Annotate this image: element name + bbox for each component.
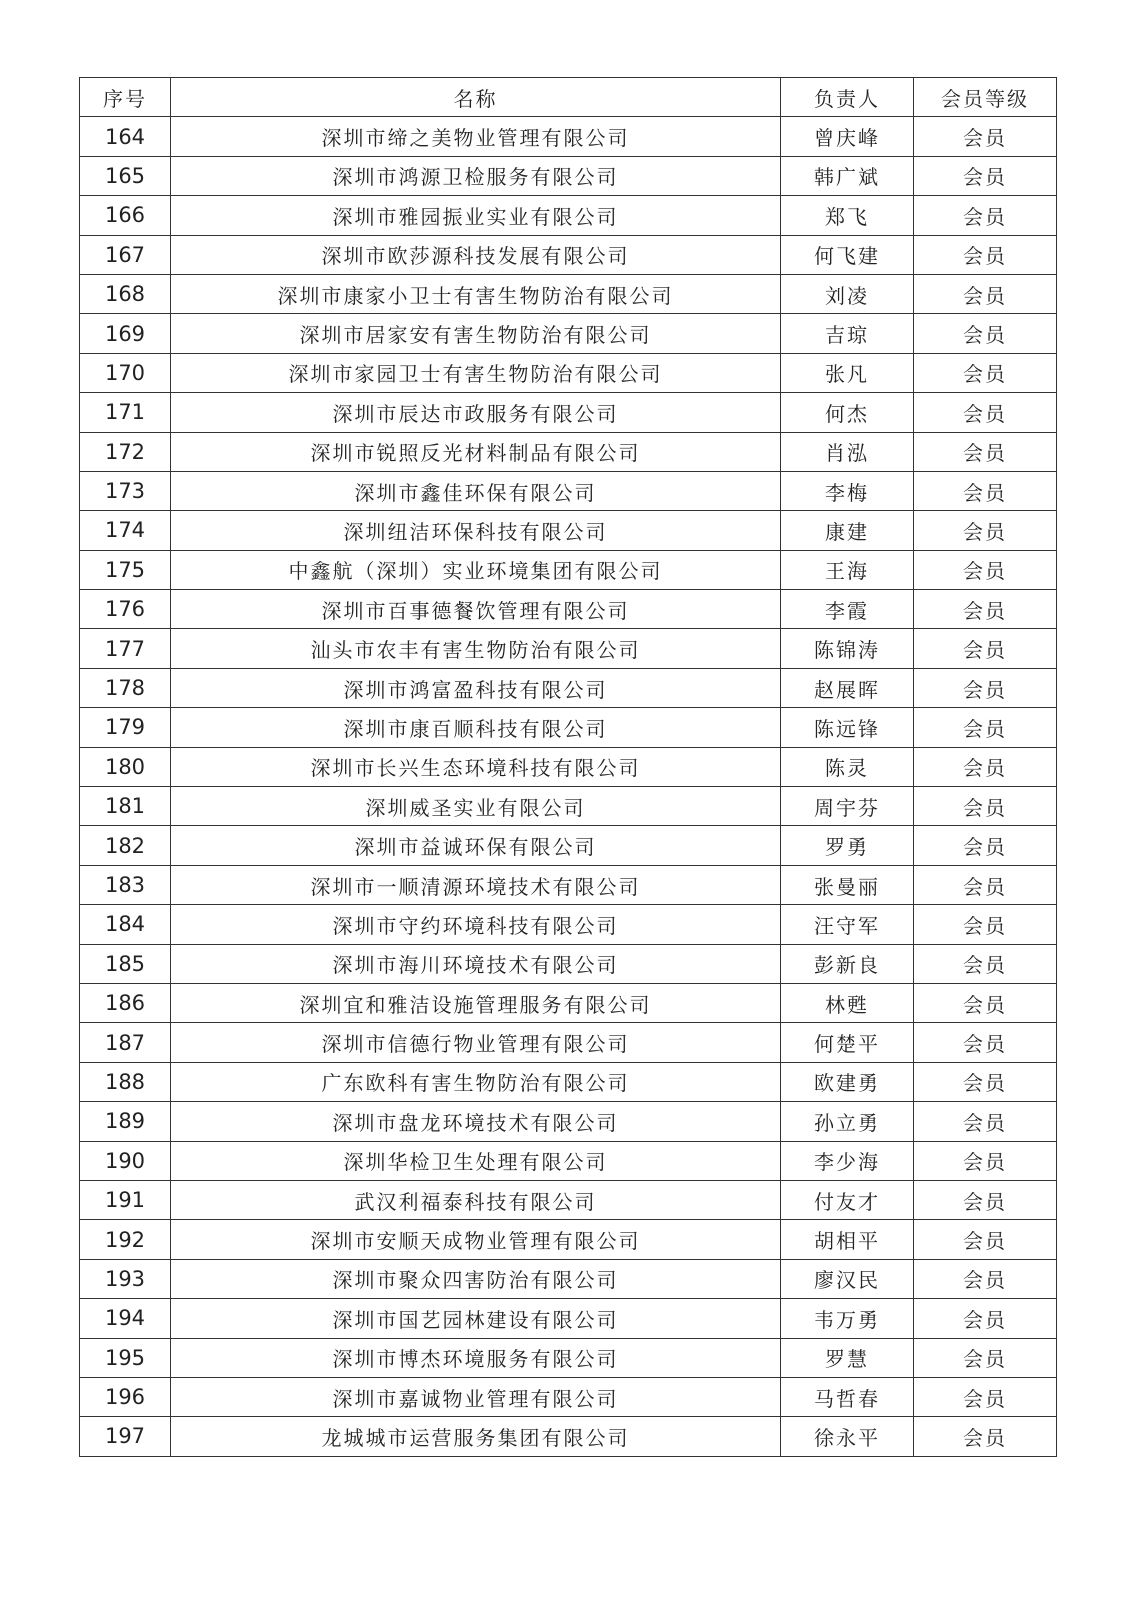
table-row xyxy=(80,668,1057,707)
cell-name: 深圳宜和雅洁设施管理服务有限公司 xyxy=(171,983,781,1022)
cell-no: 173 xyxy=(80,471,171,510)
table-row xyxy=(80,787,1057,826)
table-row xyxy=(80,353,1057,392)
cell-person: 林甦 xyxy=(781,983,914,1022)
cell-name: 深圳市欧莎源科技发展有限公司 xyxy=(171,235,781,274)
cell-no: 185 xyxy=(80,944,171,983)
cell-no: 189 xyxy=(80,1102,171,1141)
cell-person: 徐永平 xyxy=(781,1417,914,1456)
cell-no: 193 xyxy=(80,1259,171,1298)
cell-no: 190 xyxy=(80,1141,171,1180)
cell-no: 194 xyxy=(80,1299,171,1338)
cell-name: 深圳市海川环境技术有限公司 xyxy=(171,944,781,983)
cell-level: 会员 xyxy=(914,944,1057,983)
cell-level: 会员 xyxy=(914,1220,1057,1259)
cell-no: 186 xyxy=(80,983,171,1022)
cell-no: 195 xyxy=(80,1338,171,1377)
table-row xyxy=(80,629,1057,668)
cell-no: 178 xyxy=(80,668,171,707)
cell-no: 191 xyxy=(80,1180,171,1219)
cell-level: 会员 xyxy=(914,1417,1057,1456)
header-level: 会员等级 xyxy=(914,78,1057,117)
cell-person: 汪守军 xyxy=(781,905,914,944)
cell-person: 曾庆峰 xyxy=(781,117,914,156)
cell-person: 罗慧 xyxy=(781,1338,914,1377)
cell-person: 罗勇 xyxy=(781,826,914,865)
cell-level: 会员 xyxy=(914,708,1057,747)
cell-person: 陈锦涛 xyxy=(781,629,914,668)
cell-level: 会员 xyxy=(914,1180,1057,1219)
cell-person: 韦万勇 xyxy=(781,1299,914,1338)
cell-no: 170 xyxy=(80,353,171,392)
cell-person: 付友才 xyxy=(781,1180,914,1219)
cell-person: 李梅 xyxy=(781,471,914,510)
table-body xyxy=(80,117,1057,1456)
cell-level: 会员 xyxy=(914,235,1057,274)
table-row xyxy=(80,1062,1057,1101)
cell-person: 廖汉民 xyxy=(781,1259,914,1298)
table-row xyxy=(80,944,1057,983)
cell-no: 176 xyxy=(80,590,171,629)
table-row xyxy=(80,393,1057,432)
cell-person: 康建 xyxy=(781,511,914,550)
cell-no: 164 xyxy=(80,117,171,156)
table-row xyxy=(80,314,1057,353)
cell-person: 肖泓 xyxy=(781,432,914,471)
cell-name: 深圳市家园卫士有害生物防治有限公司 xyxy=(171,353,781,392)
cell-level: 会员 xyxy=(914,196,1057,235)
cell-name: 深圳市居家安有害生物防治有限公司 xyxy=(171,314,781,353)
cell-level: 会员 xyxy=(914,274,1057,313)
cell-level: 会员 xyxy=(914,353,1057,392)
cell-person: 郑飞 xyxy=(781,196,914,235)
table-header-row xyxy=(80,78,1057,117)
cell-no: 171 xyxy=(80,393,171,432)
cell-name: 深圳市守约环境科技有限公司 xyxy=(171,905,781,944)
cell-no: 175 xyxy=(80,550,171,589)
cell-name: 中鑫航（深圳）实业环境集团有限公司 xyxy=(171,550,781,589)
cell-no: 166 xyxy=(80,196,171,235)
cell-person: 吉琼 xyxy=(781,314,914,353)
cell-level: 会员 xyxy=(914,432,1057,471)
table-row xyxy=(80,274,1057,313)
cell-level: 会员 xyxy=(914,1023,1057,1062)
cell-name: 深圳市盘龙环境技术有限公司 xyxy=(171,1102,781,1141)
cell-name: 深圳纽洁环保科技有限公司 xyxy=(171,511,781,550)
cell-person: 赵展晖 xyxy=(781,668,914,707)
cell-no: 184 xyxy=(80,905,171,944)
cell-level: 会员 xyxy=(914,629,1057,668)
member-table xyxy=(79,77,1057,1457)
cell-no: 165 xyxy=(80,156,171,195)
cell-person: 陈远锋 xyxy=(781,708,914,747)
cell-person: 李少海 xyxy=(781,1141,914,1180)
cell-name: 深圳市辰达市政服务有限公司 xyxy=(171,393,781,432)
cell-no: 182 xyxy=(80,826,171,865)
cell-name: 深圳市信德行物业管理有限公司 xyxy=(171,1023,781,1062)
cell-level: 会员 xyxy=(914,511,1057,550)
cell-level: 会员 xyxy=(914,1377,1057,1416)
cell-name: 深圳市百事德餐饮管理有限公司 xyxy=(171,590,781,629)
cell-level: 会员 xyxy=(914,905,1057,944)
cell-name: 深圳市安顺天成物业管理有限公司 xyxy=(171,1220,781,1259)
cell-person: 韩广斌 xyxy=(781,156,914,195)
cell-level: 会员 xyxy=(914,1299,1057,1338)
cell-name: 深圳市锐照反光材料制品有限公司 xyxy=(171,432,781,471)
table-row xyxy=(80,156,1057,195)
table-row xyxy=(80,471,1057,510)
cell-name: 深圳市雅园振业实业有限公司 xyxy=(171,196,781,235)
cell-person: 胡相平 xyxy=(781,1220,914,1259)
cell-no: 174 xyxy=(80,511,171,550)
cell-name: 深圳市一顺清源环境技术有限公司 xyxy=(171,865,781,904)
cell-person: 陈灵 xyxy=(781,747,914,786)
cell-no: 169 xyxy=(80,314,171,353)
table-row xyxy=(80,1102,1057,1141)
cell-level: 会员 xyxy=(914,865,1057,904)
table-row xyxy=(80,708,1057,747)
cell-person: 彭新良 xyxy=(781,944,914,983)
table-row xyxy=(80,511,1057,550)
cell-name: 深圳威圣实业有限公司 xyxy=(171,787,781,826)
table-row xyxy=(80,550,1057,589)
cell-name: 广东欧科有害生物防治有限公司 xyxy=(171,1062,781,1101)
cell-level: 会员 xyxy=(914,314,1057,353)
cell-no: 172 xyxy=(80,432,171,471)
table-row xyxy=(80,1417,1057,1456)
cell-person: 刘凌 xyxy=(781,274,914,313)
table-row xyxy=(80,1299,1057,1338)
cell-name: 深圳市益诚环保有限公司 xyxy=(171,826,781,865)
table-row xyxy=(80,432,1057,471)
cell-name: 深圳市长兴生态环境科技有限公司 xyxy=(171,747,781,786)
cell-no: 177 xyxy=(80,629,171,668)
cell-no: 192 xyxy=(80,1220,171,1259)
cell-no: 179 xyxy=(80,708,171,747)
cell-name: 深圳市康百顺科技有限公司 xyxy=(171,708,781,747)
cell-no: 197 xyxy=(80,1417,171,1456)
table-row xyxy=(80,1377,1057,1416)
cell-no: 188 xyxy=(80,1062,171,1101)
cell-name: 深圳市鑫佳环保有限公司 xyxy=(171,471,781,510)
cell-level: 会员 xyxy=(914,550,1057,589)
cell-person: 王海 xyxy=(781,550,914,589)
header-no: 序号 xyxy=(80,78,171,117)
cell-name: 深圳市国艺园林建设有限公司 xyxy=(171,1299,781,1338)
cell-level: 会员 xyxy=(914,1141,1057,1180)
cell-level: 会员 xyxy=(914,1102,1057,1141)
cell-name: 深圳华检卫生处理有限公司 xyxy=(171,1141,781,1180)
table-row xyxy=(80,1338,1057,1377)
table-row xyxy=(80,826,1057,865)
cell-level: 会员 xyxy=(914,983,1057,1022)
cell-name: 汕头市农丰有害生物防治有限公司 xyxy=(171,629,781,668)
cell-person: 孙立勇 xyxy=(781,1102,914,1141)
table-row xyxy=(80,865,1057,904)
cell-name: 武汉利福泰科技有限公司 xyxy=(171,1180,781,1219)
cell-level: 会员 xyxy=(914,117,1057,156)
table-row xyxy=(80,117,1057,156)
cell-level: 会员 xyxy=(914,1259,1057,1298)
cell-person: 何杰 xyxy=(781,393,914,432)
cell-no: 167 xyxy=(80,235,171,274)
cell-person: 何楚平 xyxy=(781,1023,914,1062)
table-row xyxy=(80,1180,1057,1219)
cell-person: 张曼丽 xyxy=(781,865,914,904)
cell-person: 周宇芬 xyxy=(781,787,914,826)
cell-name: 深圳市鸿源卫检服务有限公司 xyxy=(171,156,781,195)
cell-level: 会员 xyxy=(914,1338,1057,1377)
table-row xyxy=(80,196,1057,235)
table-row xyxy=(80,590,1057,629)
cell-person: 何飞建 xyxy=(781,235,914,274)
table-row xyxy=(80,905,1057,944)
cell-level: 会员 xyxy=(914,156,1057,195)
header-name: 名称 xyxy=(171,78,781,117)
cell-level: 会员 xyxy=(914,471,1057,510)
cell-level: 会员 xyxy=(914,747,1057,786)
table-row xyxy=(80,983,1057,1022)
cell-name: 深圳市缔之美物业管理有限公司 xyxy=(171,117,781,156)
table-row xyxy=(80,235,1057,274)
table-row xyxy=(80,1141,1057,1180)
table-row xyxy=(80,1259,1057,1298)
cell-no: 183 xyxy=(80,865,171,904)
cell-name: 深圳市康家小卫士有害生物防治有限公司 xyxy=(171,274,781,313)
cell-no: 187 xyxy=(80,1023,171,1062)
cell-no: 181 xyxy=(80,787,171,826)
cell-name: 深圳市聚众四害防治有限公司 xyxy=(171,1259,781,1298)
cell-level: 会员 xyxy=(914,826,1057,865)
cell-level: 会员 xyxy=(914,590,1057,629)
cell-no: 196 xyxy=(80,1377,171,1416)
cell-person: 欧建勇 xyxy=(781,1062,914,1101)
header-person: 负责人 xyxy=(781,78,914,117)
cell-person: 马哲春 xyxy=(781,1377,914,1416)
cell-person: 李霞 xyxy=(781,590,914,629)
cell-level: 会员 xyxy=(914,787,1057,826)
table-row xyxy=(80,1220,1057,1259)
cell-level: 会员 xyxy=(914,668,1057,707)
cell-name: 深圳市嘉诚物业管理有限公司 xyxy=(171,1377,781,1416)
cell-no: 168 xyxy=(80,274,171,313)
cell-level: 会员 xyxy=(914,393,1057,432)
cell-name: 深圳市鸿富盈科技有限公司 xyxy=(171,668,781,707)
cell-name: 龙城城市运营服务集团有限公司 xyxy=(171,1417,781,1456)
table-row xyxy=(80,747,1057,786)
table-row xyxy=(80,1023,1057,1062)
cell-no: 180 xyxy=(80,747,171,786)
cell-person: 张凡 xyxy=(781,353,914,392)
cell-name: 深圳市博杰环境服务有限公司 xyxy=(171,1338,781,1377)
cell-level: 会员 xyxy=(914,1062,1057,1101)
